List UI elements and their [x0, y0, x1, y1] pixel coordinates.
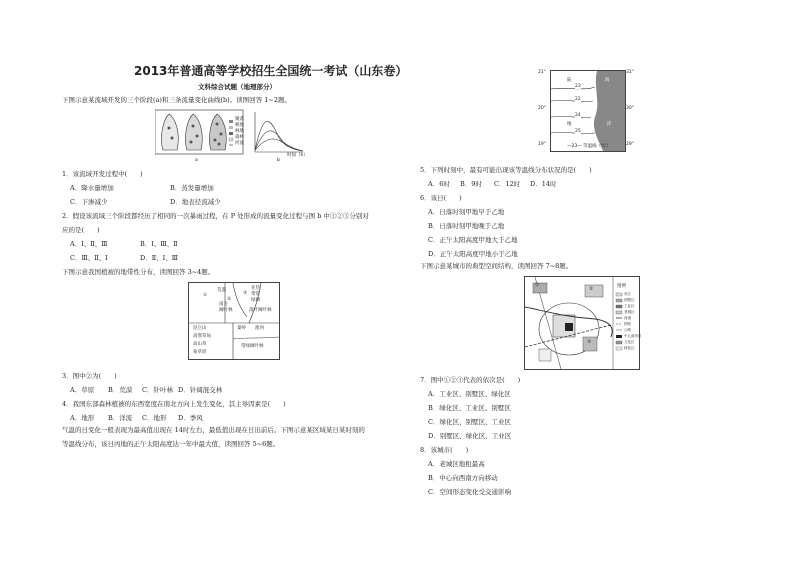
q6-option-c: C．正午太阳高度甲地大于乙地: [428, 236, 518, 244]
fig1-label-b: b: [277, 158, 280, 163]
zone-2: ②: [227, 297, 232, 302]
q8-option-a: A．老城区地租最高: [428, 460, 485, 468]
q5-option-a: A．6时: [428, 180, 450, 188]
q2-option-b: B．Ⅰ、Ⅲ、Ⅱ: [140, 240, 178, 248]
label-land-2: 地: [567, 122, 572, 127]
zone-1: ①: [203, 293, 208, 298]
q4-option-d: D．季风: [178, 414, 203, 422]
q5-option-c: C．12时: [494, 180, 521, 188]
intro-q5-6-line2: 等温线分布，该日丙地的正午太阳高度达一年中最大值，读图回答 5~6题。: [62, 440, 280, 448]
q7-stem: 7．图中①②③代表的依次是( ): [420, 376, 521, 384]
q3-option-c: C．针叶林: [142, 386, 173, 394]
legend-oldtown: 老城区: [624, 310, 635, 314]
label-evergreen-forest: 常绿阔叶林: [241, 344, 264, 349]
legend-industrial: 工业区: [624, 304, 635, 308]
intro-q5-6-line1: 气温的日变化一般表现为最高值出现在 14时左右，最低值出现在日出前后。下图示意某区域某日某时刻的: [62, 426, 365, 434]
legend-urban: 市区: [624, 292, 631, 296]
label-meadow-steppe: 甸草原: [193, 350, 207, 355]
label-green: 绿阔: [251, 298, 260, 303]
legend-farmland: 耕地: [235, 123, 244, 128]
figure-isotherm-map: [538, 66, 638, 158]
legend-woodland: 林地: [235, 129, 244, 134]
label-kunlun: 昆仑山: [193, 326, 207, 331]
q4-option-c: C．地形: [142, 414, 167, 422]
q5-option-b: B．9时: [460, 180, 482, 188]
city-zone-1: ①: [535, 283, 540, 288]
q8-option-b: B．中心向西南方向移动: [428, 474, 498, 482]
q3-option-d: D．针阔混交林: [178, 386, 223, 394]
isotherm-24: 24: [575, 113, 581, 118]
q4-option-a: A．地形: [70, 414, 95, 422]
q2-option-d: D．Ⅱ、Ⅰ、Ⅲ: [140, 254, 178, 262]
zone-3: ③: [243, 291, 248, 296]
city-zone-2: ②: [589, 287, 594, 292]
q5-stem: 5．下列时刻中，最有可能出现该等温线分布状况的是( ): [420, 166, 592, 174]
page-subtitle: 文科综合试题（地理部分）: [198, 83, 276, 91]
fig1-label-a: a: [195, 158, 198, 163]
lat-right-29: 29°: [626, 142, 634, 147]
label-desert: 荒漠: [217, 288, 226, 293]
q5-option-d: D．14时: [530, 180, 557, 188]
isotherm-frame: [550, 70, 626, 152]
isotherm-svg: [551, 71, 625, 151]
label-band: 带常: [251, 292, 260, 297]
q1-stem: 1．该流域开发过程中( ): [62, 170, 143, 178]
q8-option-c: C．空间形态变化受交通影响: [428, 488, 511, 496]
label-qinling: 秦岭: [237, 326, 246, 331]
lat-right-31: 31°: [626, 70, 634, 75]
legend-river: 河流: [624, 316, 631, 320]
legend-river: 河流: [235, 141, 244, 146]
legend-culture: 文化区: [624, 340, 635, 344]
isotherm-legend: —23— 等温线（℃）: [567, 144, 611, 149]
q8-stem: 8．该城市( ): [420, 446, 469, 454]
label-broadleaf: 阔叶林: [219, 308, 233, 313]
legend-forest: 森林: [235, 135, 244, 140]
q7-option-d: D．别墅区、绿化区、工业区: [428, 432, 512, 440]
q6-option-a: A．日落时刻甲地早于乙地: [428, 208, 505, 216]
legend-settlement: 聚落: [235, 117, 244, 122]
city-structure-svg: [525, 277, 639, 369]
q3-option-b: B．荒漠: [108, 386, 133, 394]
legend-railway: 铁路: [624, 322, 631, 326]
intro-q1-2: 下图示意某流域开发的三个阶段(a)和三条流量变化曲线(b)。读图回答 1~2题。: [62, 96, 291, 104]
page-title: 2013年普通高等学校招生全国统一考试（山东卷）: [134, 64, 408, 78]
q1-option-c: C．下渗减少: [70, 198, 108, 206]
q6-option-d: D．正午太阳高度甲地小于乙地: [428, 250, 518, 258]
isotherm-25: 25: [575, 129, 581, 134]
label-sea-1: 海: [605, 78, 610, 83]
q2-option-a: A．Ⅰ、Ⅱ、Ⅲ: [70, 240, 108, 248]
q4-option-b: B．洋流: [108, 414, 133, 422]
label-alpine-meadow: 高寒草甸: [193, 334, 211, 339]
figure-vegetation-map: [188, 282, 280, 360]
city-zone-3: ③: [587, 340, 592, 345]
label-sea-2: 洋: [607, 122, 612, 127]
figure-basin-flow: [155, 108, 308, 163]
lat-left-19: 19°: [538, 142, 546, 147]
q3-stem: 3．图中②为( ): [62, 372, 117, 380]
label-south: 南方: [219, 302, 228, 307]
intro-q3-4: 下图示意我国植被的地带性分布，读图回答 3~4题。: [62, 268, 215, 276]
q2-option-c: C．Ⅲ、Ⅱ、Ⅰ: [70, 254, 108, 262]
q1-option-d: D．地表径流减少: [170, 198, 221, 206]
q1-option-b: B．蒸发量增加: [170, 184, 214, 192]
isotherm-23: 23: [575, 84, 581, 89]
q4-stem: 4．我国东部森林植被的东西宽度在南北方向上发生变化，其主导因素是( ): [62, 400, 286, 408]
city-legend-title: 图例: [617, 284, 626, 289]
q7-option-b: B．绿化区、工业区、别墅区: [428, 404, 511, 412]
q6-stem: 6．该日( ): [420, 194, 462, 202]
lat-left-20: 20°: [538, 106, 546, 111]
isotherm-22: 22: [575, 97, 581, 102]
q2-stem-line2: 应的是( ): [62, 226, 100, 234]
legend-cbd: 中心商务区: [624, 334, 642, 338]
label-land-1: 陆: [567, 78, 572, 83]
q2-stem-line1: 2．假设该流域三个阶段都经历了相同的一次暴雨过程，在 P 处形成的流量变化过程与图 b 中①②③分别对: [62, 212, 369, 220]
q6-option-b: B．日落时刻甲地晚于乙地: [428, 222, 505, 230]
label-alpine-grass: 高山草: [193, 342, 207, 347]
intro-q7-8: 下图示意某城市的典型空间结构，读图回答 7~8题。: [420, 262, 573, 270]
basin-flow-svg: [155, 108, 305, 164]
q3-option-a: A．草原: [70, 386, 95, 394]
legend-villa: 别墅区: [624, 298, 635, 302]
legend-green: 绿化区: [624, 346, 635, 350]
legend-road: 公路: [624, 328, 631, 332]
label-huaihe: 淮河: [255, 326, 264, 331]
q7-option-c: C．绿化区、别墅区、工业区: [428, 418, 511, 426]
lat-right-30: 30°: [626, 106, 634, 111]
fig1-xlabel: 时间（h）: [287, 153, 308, 158]
lat-left-21: 21°: [538, 70, 546, 75]
figure-city-structure: [524, 276, 640, 370]
q1-option-a: A．降水量增加: [70, 184, 114, 192]
label-deciduous-forest: 落叶阔叶林: [249, 308, 272, 313]
q7-option-a: A．工业区、别墅区、绿化区: [428, 390, 511, 398]
label-subtrop: 亚热: [251, 286, 260, 291]
